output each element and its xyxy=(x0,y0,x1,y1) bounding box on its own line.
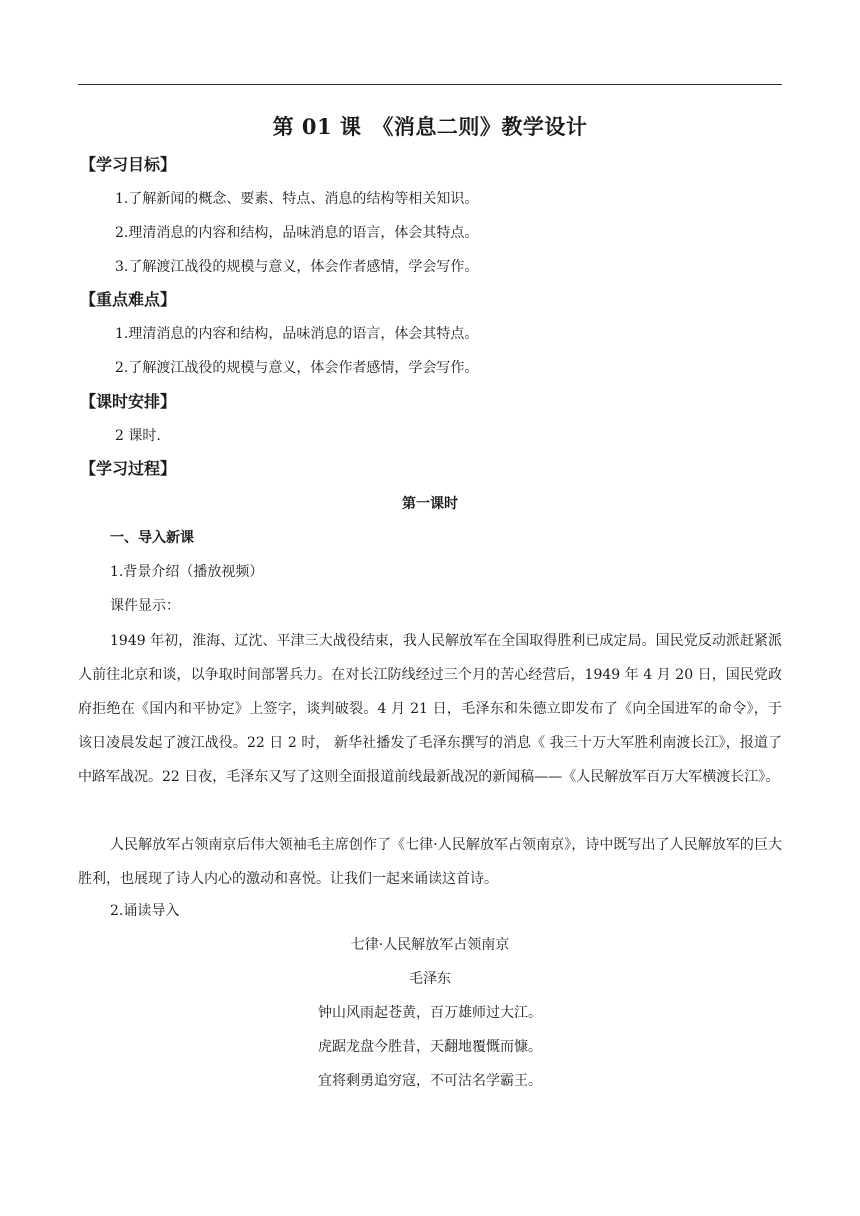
keypoints-heading: 【重点难点】 xyxy=(80,290,177,309)
schedule-heading: 【课时安排】 xyxy=(80,392,177,411)
poem-line-3: 宜将剩勇追穷寇，不可沽名学霸王。 xyxy=(318,1073,542,1089)
schedule-text: 2 课时. xyxy=(115,428,161,444)
poem-line-1: 钟山风雨起苍黄，百万雄师过大江。 xyxy=(318,1005,542,1021)
step1-text: 1.背景介绍（播放视频） xyxy=(110,564,264,580)
keypoint-item-2: 2.了解渡江战役的规模与意义，体会作者感情，学会写作。 xyxy=(115,360,479,376)
goal-item-2: 2.理清消息的内容和结构，品味消息的语言，体会其特点。 xyxy=(115,225,479,241)
part1-title: 一、导入新课 xyxy=(110,530,194,546)
process-heading: 【学习过程】 xyxy=(80,459,177,478)
poem-title: 七律·人民解放军占领南京 xyxy=(350,937,510,953)
step2-text: 2.诵读导入 xyxy=(110,903,180,919)
goal-item-1: 1.了解新闻的概念、要素、特点、消息的结构等相关知识。 xyxy=(115,191,479,207)
background-paragraph: 1949 年初，淮海、辽沈、平津三大战役结束，我人民解放军在全国取得胜利已成定局。国民党反动派赶紧派人前往北京和谈，以争取时间部署兵力。在对长江防线经过三个月的苦心经营后，1949 年 4 月 20 日，国民党政府拒绝在《国内和平协定》上签字，谈判破裂。4 月 21 日，毛泽东和朱德立即发布了《向全国进军的命令》，于该日凌晨发起了渡江战役。22 日 2 时， 新华社播发了毛泽东撰写的消息《 我三十万大军胜利南渡长江》，报道了中路军战况。22 日夜，毛泽东又写了这则全面报道前线最新战况的新闻稿——《人民解放军百万大军横渡长江》。 xyxy=(78,633,782,785)
courseware-label: 课件显示： xyxy=(110,598,180,614)
header-rule xyxy=(78,84,782,85)
goals-heading: 【学习目标】 xyxy=(80,155,177,174)
keypoint-item-1: 1.理清消息的内容和结构，品味消息的语言，体会其特点。 xyxy=(115,326,479,342)
goal-item-3: 3.了解渡江战役的规模与意义，体会作者感情，学会写作。 xyxy=(115,259,479,275)
intro-paragraph: 人民解放军占领南京后伟大领袖毛主席创作了《七律·人民解放军占领南京》，诗中既写出了人民解放军的巨大胜利，也展现了诗人内心的激动和喜悦。让我们一起来诵读这首诗。 xyxy=(78,837,782,887)
poem-author: 毛泽东 xyxy=(409,971,451,987)
poem-line-2: 虎踞龙盘今胜昔，天翻地覆慨而慷。 xyxy=(318,1039,542,1055)
page-title: 第 01 课 《消息二则》教学设计 xyxy=(272,114,588,139)
lesson-title: 第一课时 xyxy=(402,496,458,512)
